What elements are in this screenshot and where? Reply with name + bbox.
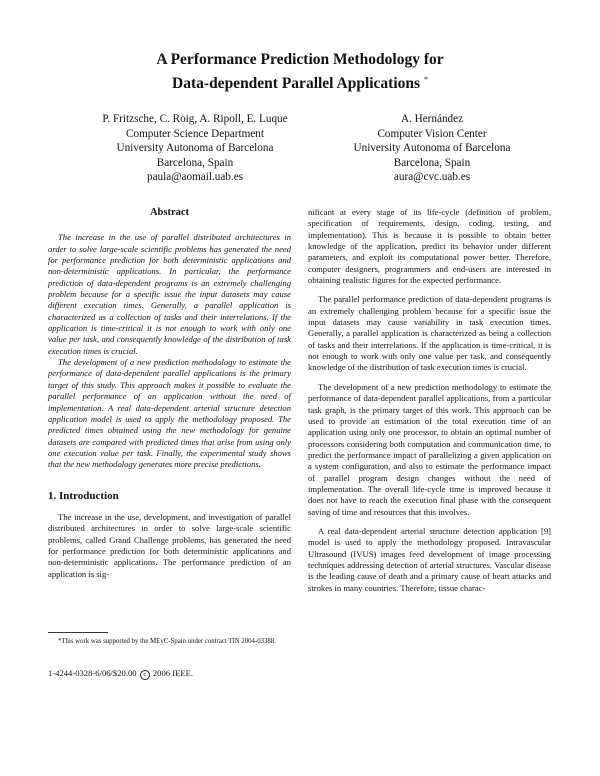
abstract-heading: Abstract xyxy=(149,207,190,218)
author-email: paula@aomail.uab.es xyxy=(146,171,244,184)
right-column xyxy=(308,207,551,594)
author-city: Barcelona, Spain xyxy=(393,156,471,169)
body-paragraph: The development of a new prediction methodology to estimate the performance of data-dependent parallel applications, from a particular task graph, is the primary target of this work. This approach can be used to provide an estimation of the total execution time of an application using only one processor, to obtain an optimal number of processors considering both computation and communication time, to predict the performance impact of parallelizing a given application on a system configuration, and also to estimate the performance impact of parallel program design changes without the need of implementation. The overall life-cycle time is improved because it does not have to reach the execution final phase with the consequent saving of time and resources that this involves. xyxy=(308,381,551,517)
body-paragraph: A real data-dependent arterial structure detection application [9] model is used to apply the methodology proposed. Intravascular Ultrasound (IVUS) images feed development of image processing techniques addressing detection of arterial structures. Vascular disease is the leading cause of death and a primary cause of heart attacks and strokes in many countries. Therefore, tissue charac- xyxy=(308,525,551,593)
left-column xyxy=(48,207,291,580)
author-names: P. Fritzsche, C. Roig, A. Ripoll, E. Luque xyxy=(102,113,288,125)
copyright-icon: c xyxy=(140,670,150,680)
title-footnote-mark: * xyxy=(423,75,428,84)
footnote-text: *This work was supported by the MEyC-Spain under contract TIN 2004-03388. xyxy=(58,638,276,645)
author-city: Barcelona, Spain xyxy=(156,156,234,169)
copyright-year-publisher: 2006 IEEE. xyxy=(152,668,193,678)
footnote-rule xyxy=(48,632,108,633)
author-email: aura@cvc.uab.es xyxy=(393,171,471,184)
title-line-1: A Performance Prediction Methodology for xyxy=(156,51,444,68)
copyright-line xyxy=(48,668,193,680)
paper-title xyxy=(0,50,600,94)
section-heading-introduction: 1. Introduction xyxy=(48,489,119,502)
author-university: University Autonoma of Barcelona xyxy=(116,142,274,155)
body-paragraph: The parallel performance prediction of data-dependent programs is an extremely challenging problem because for a specific issue the input datasets may cause variability in task execution times. Generally, a parallel application is characterized as being a collection of tasks and their interrelations. If the application is time-critical, it is not enough to work with only one value per task, and consequently knowledge of the distribution of task execution times is crucial. xyxy=(308,294,551,373)
author-block-left xyxy=(70,112,320,185)
author-university: University Autonoma of Barcelona xyxy=(353,142,511,155)
abstract-paragraph: The development of a new prediction methodology to estimate the performance of data-dependent parallel applications is the primary target of this study. This approach makes it possible to evaluate the parallel performance of an application without the need of implementation. A real data-dependent arterial structure detection application model is used to apply the methodology proposed. The predicted times obtained using the new methodology for genuine datasets are compared with predicted times that arise from using only one execution value per task. Finally, the experimental study shows that the new methodology generates more precise predictions. xyxy=(48,357,291,470)
body-paragraph: The increase in the use, development, and investigation of parallel distributed architectures in order to solve large-scale scientific problems, called Grand Challenge problems, has generated the need for performance prediction for both deterministic applications and non-deterministic applications. The performance prediction of an application is sig- xyxy=(48,511,291,579)
title-line-2: Data-dependent Parallel Applications * xyxy=(172,75,428,93)
author-department: Computer Vision Center xyxy=(377,127,487,140)
isbn-price: 1-4244-0328-6/06/$20.00 xyxy=(48,668,137,678)
body-paragraph: nificant at every stage of its life-cycle (definition of problem, specification of requirements, design, coding, testing, and implementation). This is because it is possible to obtain better knowledge of the application, predict its behavior under different parameters, and exploit its computational power better. Therefore, computer designers, programmers and end-users are interested in obtaining realistic figures for the expected performance. xyxy=(308,207,551,286)
abstract-body xyxy=(48,232,291,470)
author-block-right xyxy=(322,112,542,185)
author-names: A. Hernández xyxy=(400,113,464,125)
abstract-paragraph: The increase in the use of parallel distributed architectures in order to solve large-scale scientific problems has generated the need for performance prediction for both deterministic applications and non-deterministic applications. In particular, the performance prediction of data-dependent programs is an extremely challenging problem because for a specific issue the input datasets may cause different execution times. Generally, a parallel application is characterized as a collection of tasks and their interrelations. If the application is time-critical it is not enough to work with only one value per task, and consequently knowledge of the distribution of task execution times is crucial. xyxy=(48,232,291,356)
author-department: Computer Science Department xyxy=(126,127,264,140)
footnote xyxy=(48,632,291,647)
